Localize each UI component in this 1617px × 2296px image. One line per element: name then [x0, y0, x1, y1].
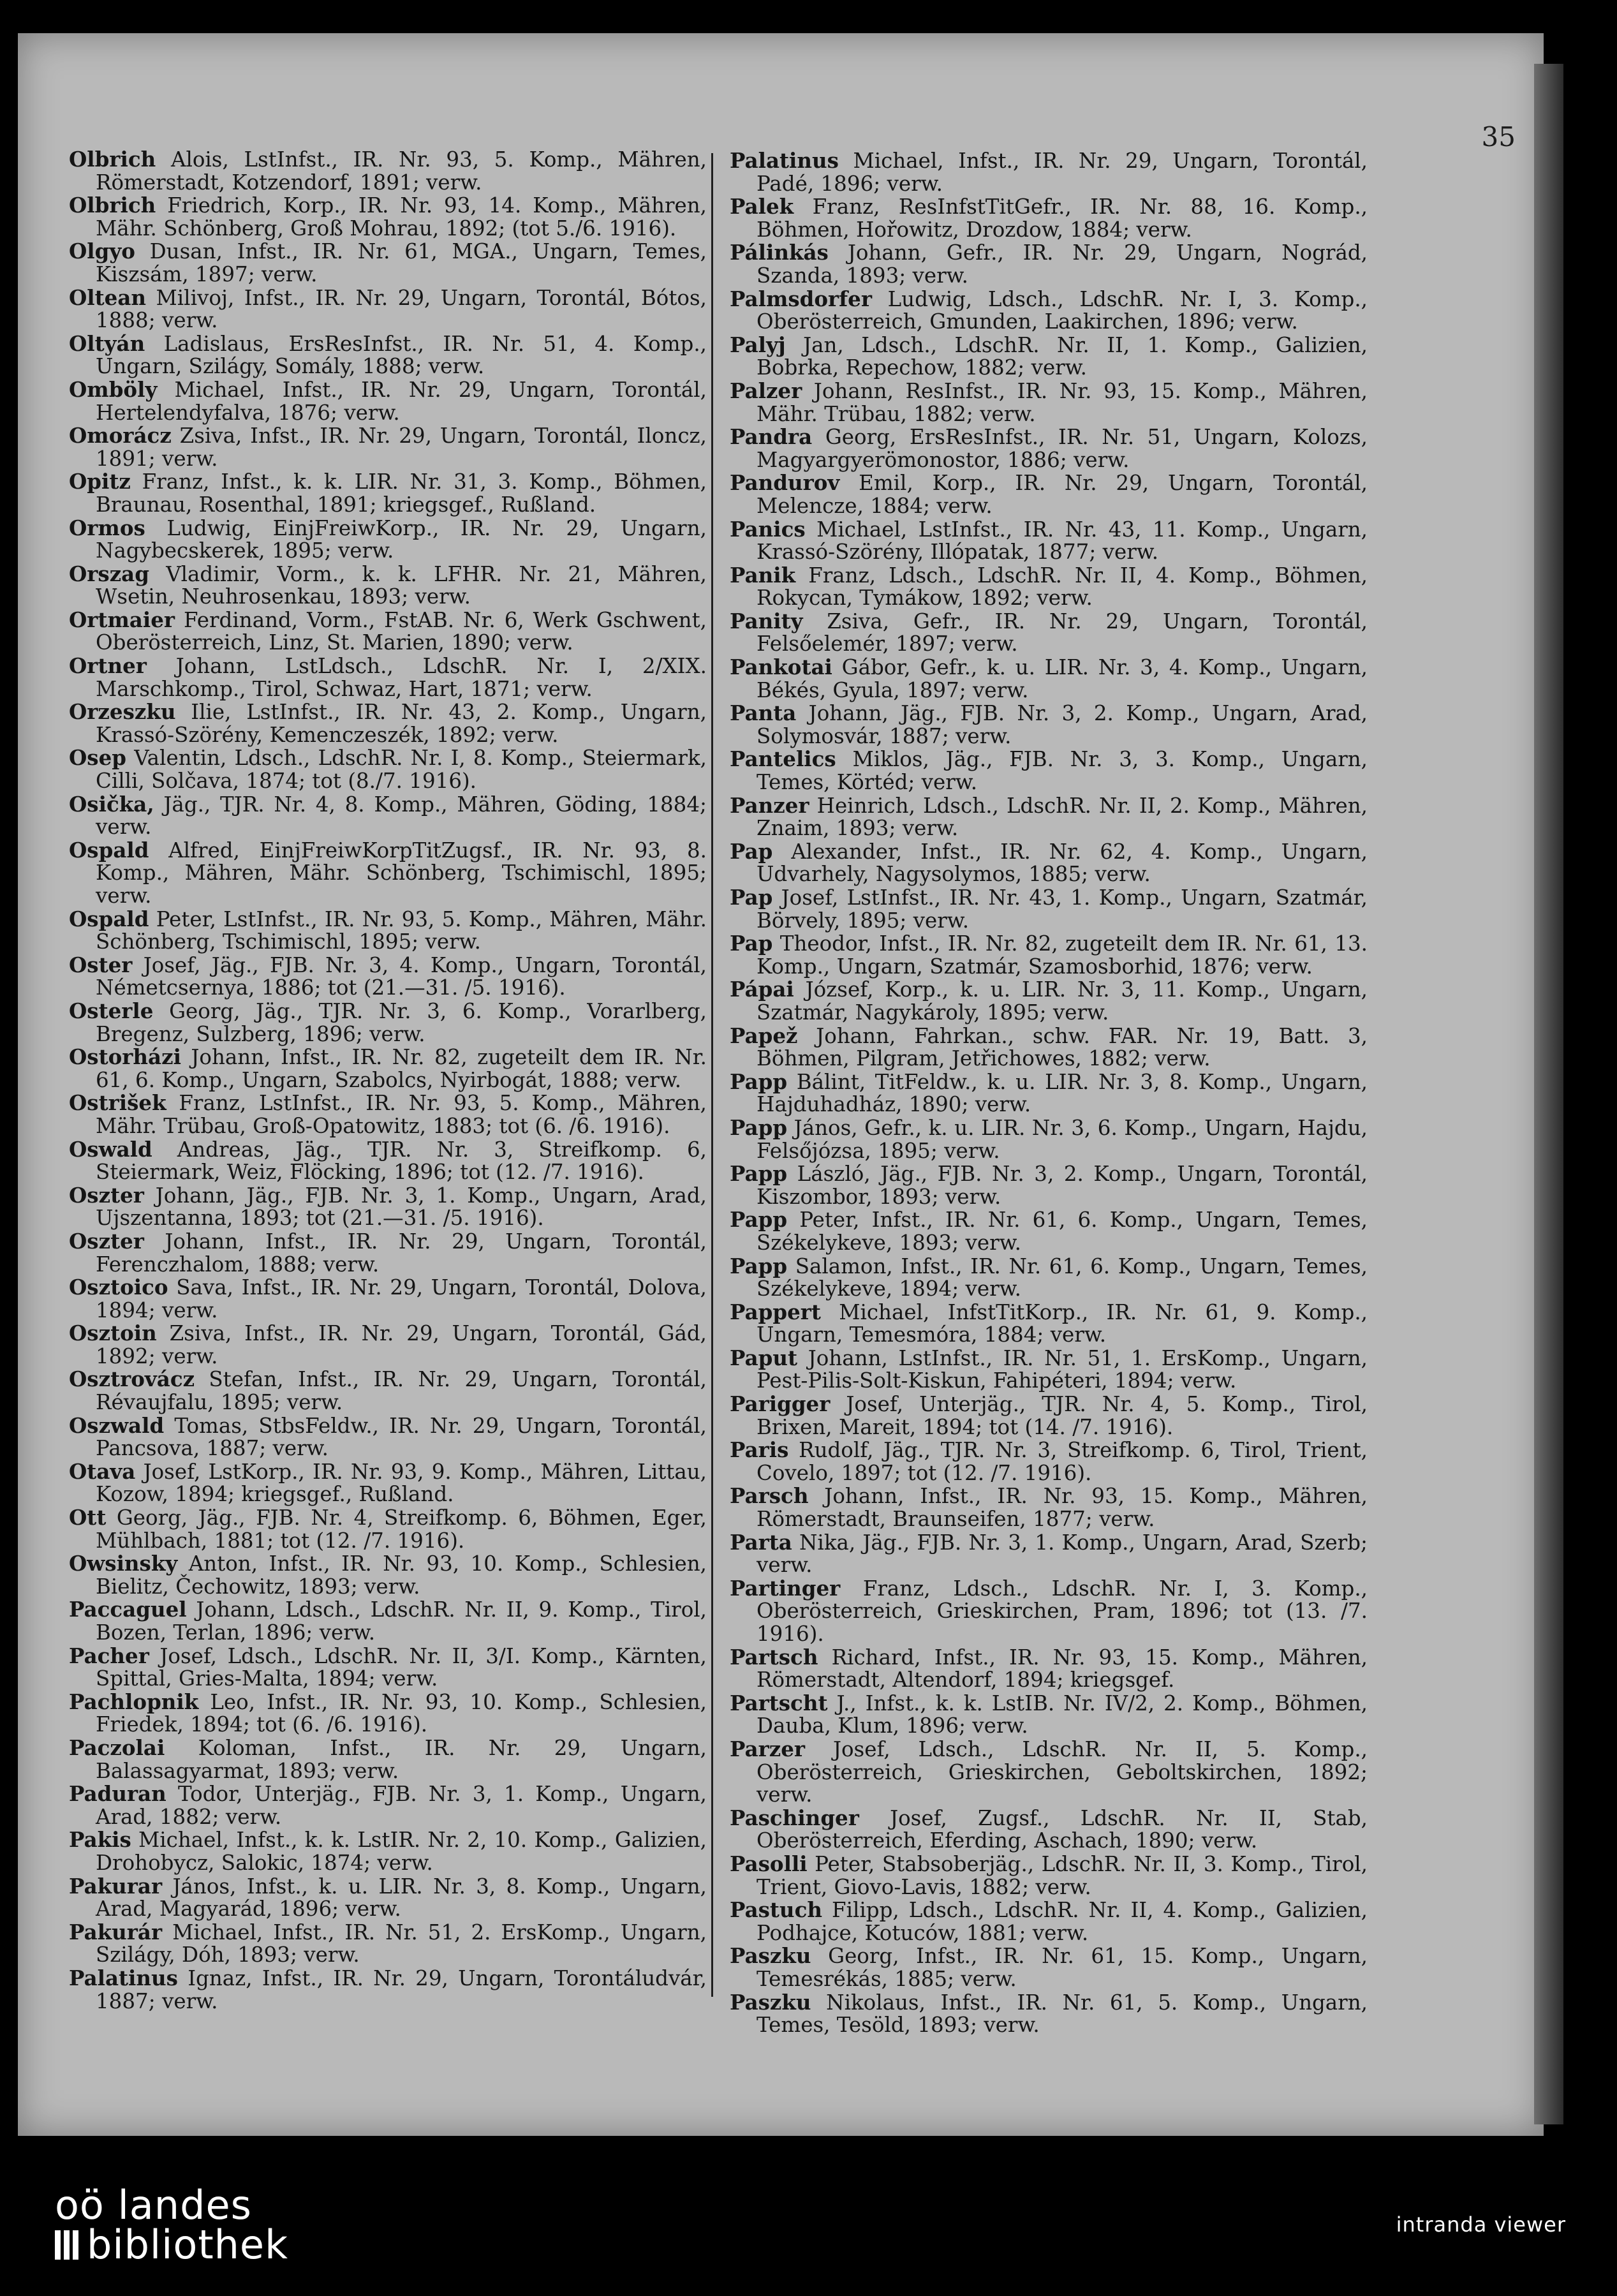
entry-details: Peter, Stabsoberjäg., LdschR. Nr. II, 3. Komp., Tirol, Trient, Giovo-Lavis, 1882; verw. — [757, 1851, 1368, 1899]
list-item — [69, 655, 707, 700]
entry-surname: Osztoin — [69, 1321, 157, 1346]
list-item — [730, 748, 1368, 794]
entry-surname: Pantelics — [730, 746, 836, 772]
entry-details: Friedrich, Korp., IR. Nr. 93, 14. Komp., Mähren, Mähr. Schönberg, Groß Mohrau, 1892; (tot 5./6. 1916). — [96, 193, 707, 241]
entry-surname: Panics — [730, 516, 806, 542]
entry-details: Valentin, Ldsch., LdschR. Nr. I, 8. Komp., Steiermark, Cilli, Solčava, 1874; tot (8./7. 1916). — [96, 746, 707, 794]
list-item — [69, 609, 707, 655]
entry-surname: Pankotai — [730, 655, 832, 680]
entry-details: Franz, ResInfstTitGefr., IR. Nr. 88, 16. Komp., Böhmen, Hořowitz, Drozdow, 1884; verw. — [757, 195, 1368, 242]
entry-surname: Paschinger — [730, 1805, 859, 1830]
entry-details: Tomas, StbsFeldw., IR. Nr. 29, Ungarn, Torontál, Pancsova, 1887; verw. — [96, 1413, 707, 1461]
entry-details: Johann, Infst., IR. Nr. 82, zugeteilt dem IR. Nr. 61, 6. Komp., Ungarn, Szabolcs, Nyirbogát, 1888; verw. — [96, 1045, 707, 1092]
entry-surname: Parzer — [730, 1736, 806, 1761]
entry-surname: Ott — [69, 1505, 107, 1530]
list-item — [69, 1645, 707, 1691]
entry-surname: Panity — [730, 608, 803, 633]
entry-details: Johann, Fahrkan., schw. FAR. Nr. 19, Batt. 3, Böhmen, Pilgram, Jetřichowes, 1882; verw. — [757, 1023, 1368, 1071]
list-item — [69, 1598, 707, 1644]
entry-surname: Palyj — [730, 332, 786, 357]
list-item — [69, 1921, 707, 1967]
list-item — [730, 1807, 1368, 1853]
list-item — [730, 1738, 1368, 1807]
viewer-footer — [0, 2137, 1617, 2296]
entry-details: Zsiva, Gefr., IR. Nr. 29, Ungarn, Torontál, Felsőelemér, 1897; verw. — [757, 609, 1368, 656]
entry-surname: Partscht — [730, 1690, 828, 1715]
entry-details: Josef, Ldsch., LdschR. Nr. II, 3/I. Komp., Kärnten, Spittal, Gries-Malta, 1894; verw. — [96, 1643, 707, 1691]
entry-details: Johann, Jäg., FJB. Nr. 3, 2. Komp., Ungarn, Arad, Solymosvár, 1887; verw. — [757, 701, 1368, 748]
entry-details: Zsiva, Infst., IR. Nr. 29, Ungarn, Torontál, Iloncz, 1891; verw. — [96, 424, 707, 471]
entry-details: Ladislaus, ErsResInfst., IR. Nr. 51, 4. Komp., Ungarn, Szilágy, Somály, 1888; verw. — [96, 331, 707, 379]
entry-surname: Pappert — [730, 1299, 821, 1324]
entry-surname: Papp — [730, 1069, 788, 1094]
entry-surname: Paczolai — [69, 1735, 165, 1760]
list-item — [730, 1439, 1368, 1485]
entry-details: Josef, Zugsf., LdschR. Nr. II, Stab, Oberösterreich, Eferding, Aschach, 1890; verw. — [757, 1805, 1368, 1853]
list-item — [730, 149, 1368, 195]
entry-surname: Paszku — [730, 1943, 811, 1969]
entry-details: Salamon, Infst., IR. Nr. 61, 6. Komp., Ungarn, Temes, Székelykeve, 1894; verw. — [757, 1254, 1368, 1301]
list-item — [69, 1322, 707, 1368]
list-item — [69, 1046, 707, 1092]
entry-surname: Paduran — [69, 1781, 166, 1807]
entry-details: Rudolf, Jäg., TJR. Nr. 3, Streifkomp. 6, Tirol, Trient, Covelo, 1897; tot (12. /7. 1916). — [757, 1438, 1368, 1485]
entry-surname: Olbrich — [69, 147, 156, 172]
entry-details: Franz, LstInfst., IR. Nr. 93, 5. Komp., Mähren, Mähr. Trübau, Groß-Opatowitz, 1883; tot (6. /6. 1916). — [96, 1091, 707, 1138]
list-item — [69, 1092, 707, 1137]
list-item — [730, 471, 1368, 517]
list-item — [730, 1692, 1368, 1738]
list-item — [69, 240, 707, 286]
entry-surname: Pachlopnik — [69, 1689, 199, 1714]
entry-details: Peter, LstInfst., IR. Nr. 93, 5. Komp., Mähren, Mähr. Schönberg, Tschimischl, 1895; verw. — [96, 907, 707, 954]
list-item — [730, 380, 1368, 426]
entry-details: Johann, Jäg., FJB. Nr. 3, 1. Komp., Ungarn, Arad, Ujszentanna, 1893; tot (21.—31. /5. 1916). — [96, 1183, 707, 1231]
entry-details: Michael, Infst., IR. Nr. 51, 2. ErsKomp., Ungarn, Szilágy, Dóh, 1893; verw. — [96, 1920, 707, 1967]
entry-surname: Paput — [730, 1345, 797, 1370]
entry-surname: Palatinus — [730, 148, 839, 173]
entry-details: Gábor, Gefr., k. u. LIR. Nr. 3, 4. Komp., Ungarn, Békés, Gyula, 1897; verw. — [757, 655, 1368, 702]
list-item — [730, 794, 1368, 840]
entry-surname: Pakis — [69, 1827, 131, 1853]
entry-details: Michael, LstInfst., IR. Nr. 43, 11. Komp., Ungarn, Krassó-Szörény, Illópatak, 1877; verw. — [757, 517, 1368, 565]
entry-details: J., Infst., k. k. LstIB. Nr. IV/2, 2. Komp., Böhmen, Dauba, Klum, 1896; verw. — [757, 1691, 1368, 1738]
entry-surname: Palmsdorfer — [730, 286, 872, 311]
entry-surname: Palzer — [730, 378, 802, 403]
entry-details: Michael, InfstTitKorp., IR. Nr. 61, 9. Komp., Ungarn, Temesmóra, 1884; verw. — [757, 1300, 1368, 1347]
entry-details: Miklos, Jäg., FJB. Nr. 3, 3. Komp., Ungarn, Temes, Körtéd; verw. — [757, 747, 1368, 795]
entry-surname: Oszter — [69, 1182, 144, 1208]
list-item — [69, 1184, 707, 1230]
entry-surname: Oltyán — [69, 330, 145, 356]
entry-surname: Orszag — [69, 561, 149, 586]
list-item — [69, 470, 707, 516]
list-item — [69, 194, 707, 240]
list-item — [69, 1691, 707, 1737]
entry-surname: Ospald — [69, 837, 149, 863]
list-item — [730, 1070, 1368, 1116]
entry-surname: Ortner — [69, 653, 147, 679]
entry-details: Georg, ErsResInfst., IR. Nr. 51, Ungarn, Kolozs, Magyargyerömonostor, 1886; verw. — [757, 425, 1368, 472]
entry-surname: Olbrich — [69, 193, 156, 218]
entry-details: János, Gefr., k. u. LIR. Nr. 3, 6. Komp., Ungarn, Hajdu, Felsőjózsa, 1895; verw. — [757, 1115, 1368, 1163]
entry-surname: Ormos — [69, 515, 145, 540]
entry-surname: Partsch — [730, 1644, 818, 1670]
entry-details: Sava, Infst., IR. Nr. 29, Ungarn, Torontál, Dolova, 1894; verw. — [96, 1275, 707, 1322]
entry-surname: Parsch — [730, 1483, 809, 1509]
list-item — [730, 702, 1368, 748]
entry-details: Jan, Ldsch., LdschR. Nr. II, 1. Komp., Galizien, Bobrka, Repechow, 1882; verw. — [757, 332, 1368, 380]
list-item — [730, 1393, 1368, 1439]
list-item — [730, 241, 1368, 287]
entry-surname: Omböly — [69, 376, 158, 402]
entry-surname: Ortmaier — [69, 607, 175, 632]
list-item — [69, 793, 707, 839]
entry-surname: Otava — [69, 1458, 136, 1484]
entry-details: Andreas, Jäg., TJR. Nr. 3, Streifkomp. 6, Steiermark, Weiz, Flöcking, 1896; tot (12. /7. 1916). — [96, 1137, 707, 1185]
entry-details: Richard, Infst., IR. Nr. 93, 15. Komp., Mähren, Römerstadt, Altendorf, 1894; kriegsgef. — [757, 1645, 1368, 1692]
entry-surname: Palek — [730, 194, 794, 219]
list-item — [69, 378, 707, 424]
entry-surname: Pandurov — [730, 470, 840, 496]
list-item — [69, 286, 707, 332]
entry-surname: Pasolli — [730, 1851, 808, 1876]
list-item — [730, 840, 1368, 886]
list-item — [730, 1116, 1368, 1162]
entry-details: Michael, Infst., IR. Nr. 29, Ungarn, Torontál, Padé, 1896; verw. — [757, 149, 1368, 196]
entry-surname: Pakurar — [69, 1873, 163, 1899]
entry-details: Johann, ResInfst., IR. Nr. 93, 15. Komp., Mähren, Mähr. Trübau, 1882; verw. — [757, 378, 1368, 426]
entry-surname: Owsinsky — [69, 1551, 178, 1576]
entry-details: Ferdinand, Vorm., FstAB. Nr. 6, Werk Gschwent, Oberösterreich, Linz, St. Marien, 1890; verw. — [96, 607, 707, 655]
entry-details: Georg, Jäg., FJB. Nr. 4, Streifkomp. 6, Böhmen, Eger, Mühlbach, 1881; tot (12. /7. 1916). — [96, 1506, 707, 1553]
left-column — [69, 148, 707, 2013]
entry-details: Filipp, Ldsch., LdschR. Nr. II, 4. Komp., Galizien, Podhajce, Kotuców, 1881; verw. — [757, 1898, 1368, 1945]
entry-details: Michael, Infst., IR. Nr. 29, Ungarn, Torontál, Hertelendyfalva, 1876; verw. — [96, 377, 707, 425]
entry-details: Stefan, Infst., IR. Nr. 29, Ungarn, Torontál, Révaujfalu, 1895; verw. — [96, 1367, 707, 1415]
entry-details: Leo, Infst., IR. Nr. 93, 10. Komp., Schlesien, Friedek, 1894; tot (6. /6. 1916). — [96, 1689, 707, 1737]
entry-details: Franz, Ldsch., LdschR. Nr. I, 3. Komp., Oberösterreich, Grieskirchen, Pram, 1896; tot (13. /7. 1916). — [757, 1576, 1368, 1646]
list-item — [69, 1828, 707, 1874]
list-item — [69, 1506, 707, 1552]
list-item — [730, 1301, 1368, 1347]
list-item — [730, 195, 1368, 241]
list-item — [730, 886, 1368, 932]
list-item — [730, 656, 1368, 702]
entry-surname: Parigger — [730, 1391, 831, 1417]
entry-surname: Papež — [730, 1023, 798, 1048]
list-item — [69, 1276, 707, 1322]
right-column — [730, 149, 1368, 2037]
entry-details: Johann, Infst., IR. Nr. 93, 15. Komp., Mähren, Römerstadt, Braunseifen, 1877; verw. — [757, 1484, 1368, 1532]
entry-surname: Pap — [730, 885, 773, 910]
entry-details: Dusan, Infst., IR. Nr. 61, MGA., Ungarn, Temes, Kiszsám, 1897; verw. — [96, 239, 707, 286]
entry-surname: Pápai — [730, 977, 794, 1002]
list-item — [730, 1646, 1368, 1692]
list-item — [730, 1991, 1368, 2037]
list-item — [730, 564, 1368, 610]
entry-surname: Osep — [69, 745, 127, 771]
entry-details: Peter, Infst., IR. Nr. 61, 6. Komp., Ungarn, Temes, Székelykeve, 1893; verw. — [757, 1208, 1368, 1255]
list-item — [69, 1782, 707, 1828]
list-item — [730, 1944, 1368, 1990]
entry-surname: Pálinkás — [730, 240, 829, 265]
entry-surname: Oszwald — [69, 1412, 165, 1438]
entry-surname: Osterle — [69, 998, 154, 1023]
entry-details: Johann, LstLdsch., LdschR. Nr. I, 2/XIX. Marschkomp., Tirol, Schwaz, Hart, 1871; verw. — [96, 654, 707, 701]
list-item — [730, 1025, 1368, 1070]
entry-details: Johann, Gefr., IR. Nr. 29, Ungarn, Nográd, Szanda, 1893; verw. — [757, 241, 1368, 288]
list-item — [69, 424, 707, 470]
entry-details: Michael, Infst., k. k. LstIR. Nr. 2, 10. Komp., Galizien, Drohobycz, Salokic, 1874; verw. — [96, 1828, 707, 1875]
entry-surname: Partinger — [730, 1575, 841, 1601]
entry-details: Alfred, EinjFreiwKorpTitZugsf., IR. Nr. 93, 8. Komp., Mähren, Mähr. Schönberg, Tschimischl, 1895; verw. — [96, 838, 707, 908]
entry-details: Johann, Ldsch., LdschR. Nr. II, 9. Komp., Tirol, Bozen, Terlan, 1896; verw. — [96, 1597, 707, 1645]
entry-surname: Pakurár — [69, 1919, 163, 1944]
list-item — [730, 1899, 1368, 1944]
entry-surname: Pacher — [69, 1643, 149, 1668]
entry-details: Georg, Infst., IR. Nr. 61, 15. Komp., Ungarn, Temesrékás, 1885; verw. — [757, 1944, 1368, 1991]
entry-details: Heinrich, Ldsch., LdschR. Nr. II, 2. Komp., Mähren, Znaim, 1893; verw. — [757, 793, 1368, 841]
entry-surname: Panta — [730, 700, 797, 726]
entry-surname: Oswald — [69, 1136, 152, 1162]
entry-details: Vladimir, Vorm., k. k. LFHR. Nr. 21, Mähren, Wsetin, Neuhrosenkau, 1893; verw. — [96, 561, 707, 609]
list-item — [69, 1368, 707, 1414]
entry-surname: Pastuch — [730, 1897, 822, 1923]
entry-surname: Orzeszku — [69, 699, 176, 725]
entry-details: Bálint, TitFeldw., k. u. LIR. Nr. 3, 8. Komp., Ungarn, Hajduhadház, 1890; verw. — [757, 1069, 1368, 1117]
list-item — [69, 1967, 707, 2013]
entry-surname: Omorácz — [69, 423, 172, 448]
entry-surname: Panzer — [730, 792, 809, 818]
list-item — [730, 610, 1368, 656]
library-logo[interactable] — [55, 2182, 288, 2268]
list-item — [69, 1138, 707, 1184]
entry-surname: Pap — [730, 931, 773, 956]
list-item — [730, 1162, 1368, 1208]
list-item — [730, 1531, 1368, 1577]
entry-details: Theodor, Infst., IR. Nr. 82, zugeteilt dem IR. Nr. 61, 13. Komp., Ungarn, Szatmár, Szamosborhid, 1876; verw. — [757, 931, 1368, 979]
entry-surname: Pandra — [730, 424, 813, 450]
list-item — [730, 932, 1368, 978]
entry-details: Milivoj, Infst., IR. Nr. 29, Ungarn, Torontál, Bótos, 1888; verw. — [96, 285, 707, 333]
entry-surname: Ostrišek — [69, 1090, 166, 1116]
entry-details: Ludwig, Ldsch., LdschR. Nr. I, 3. Komp., Oberösterreich, Gmunden, Laakirchen, 1896; verw. — [757, 286, 1368, 334]
list-item — [69, 148, 707, 194]
entry-details: Emil, Korp., IR. Nr. 29, Ungarn, Torontál, Melencze, 1884; verw. — [757, 471, 1368, 518]
list-item — [730, 1208, 1368, 1254]
entry-details: Josef, Jäg., FJB. Nr. 3, 4. Komp., Ungarn, Torontál, Németcsernya, 1886; tot (21.—31. /5. 1916). — [96, 952, 707, 1000]
list-item — [69, 1875, 707, 1921]
list-item — [69, 1552, 707, 1598]
entry-details: Koloman, Infst., IR. Nr. 29, Ungarn, Balassagyarmat, 1893; verw. — [96, 1735, 707, 1783]
entry-surname: Paris — [730, 1437, 789, 1463]
logo-bars-icon — [55, 2225, 82, 2265]
entry-details: László, Jäg., FJB. Nr. 3, 2. Komp., Ungarn, Torontál, Kiszombor, 1893; verw. — [757, 1162, 1368, 1209]
entry-surname: Osztrovácz — [69, 1366, 195, 1392]
column-divider — [711, 153, 713, 1997]
viewer-label: intranda viewer — [1396, 2212, 1566, 2237]
entry-details: Franz, Ldsch., LdschR. Nr. II, 4. Komp., Böhmen, Rokycan, Tymákow, 1892; verw. — [757, 563, 1368, 611]
entry-surname: Osztoico — [69, 1275, 168, 1300]
page-number: 35 — [1481, 121, 1516, 152]
entry-surname: Oltean — [69, 285, 147, 310]
list-item — [69, 839, 707, 908]
entry-details: Ignaz, Infst., IR. Nr. 29, Ungarn, Torontáludvár, 1887; verw. — [96, 1966, 707, 2013]
entry-details: József, Korp., k. u. LIR. Nr. 3, 11. Komp., Ungarn, Szatmár, Nagykároly, 1895; verw. — [757, 977, 1368, 1025]
list-item — [69, 1000, 707, 1046]
entry-details: Alexander, Infst., IR. Nr. 62, 4. Komp., Ungarn, Udvarhely, Nagysolymos, 1885; verw. — [757, 839, 1368, 887]
entry-surname: Opitz — [69, 469, 131, 494]
list-item — [730, 426, 1368, 471]
list-item — [730, 978, 1368, 1024]
entry-surname: Papp — [730, 1115, 788, 1140]
entry-details: Ludwig, EinjFreiwKorp., IR. Nr. 29, Ungarn, Nagybecskerek, 1895; verw. — [96, 515, 707, 563]
list-item — [69, 700, 707, 746]
entry-surname: Osička, — [69, 791, 154, 817]
list-item — [730, 1485, 1368, 1530]
list-item — [730, 334, 1368, 380]
entry-surname: Ostorházi — [69, 1044, 181, 1070]
entry-details: János, Infst., k. u. LIR. Nr. 3, 8. Komp., Ungarn, Arad, Magyarád, 1896; verw. — [96, 1874, 707, 1922]
entry-surname: Pap — [730, 838, 773, 864]
list-item — [69, 908, 707, 954]
entry-details: Todor, Unterjäg., FJB. Nr. 3, 1. Komp., Ungarn, Arad, 1882; verw. — [96, 1782, 707, 1829]
entry-details: Nika, Jäg., FJB. Nr. 3, 1. Komp., Ungarn, Arad, Szerb; verw. — [757, 1530, 1368, 1578]
entry-details: Franz, Infst., k. k. LIR. Nr. 31, 3. Komp., Böhmen, Braunau, Rosenthal, 1891; kriegsgef., Rußland. — [96, 470, 707, 517]
entry-details: Josef, LstKorp., IR. Nr. 93, 9. Komp., Mähren, Littau, Kozow, 1894; kriegsgef., Rußland. — [96, 1459, 707, 1507]
entry-details: Anton, Infst., IR. Nr. 93, 10. Komp., Schlesien, Bielitz, Čechowitz, 1893; verw. — [96, 1552, 707, 1599]
entry-details: Josef, Ldsch., LdschR. Nr. II, 5. Komp., Oberösterreich, Grieskirchen, Geboltskirchen, 1892; verw. — [757, 1737, 1368, 1807]
entry-details: Johann, LstInfst., IR. Nr. 51, 1. ErsKomp., Ungarn, Pest-Pilis-Solt-Kiskun, Fahipéteri, 1894; verw. — [757, 1345, 1368, 1393]
entry-surname: Paszku — [730, 1989, 811, 2015]
entry-details: Nikolaus, Infst., IR. Nr. 61, 5. Komp., Ungarn, Temes, Tesöld, 1893; verw. — [757, 1990, 1368, 2038]
list-item — [730, 518, 1368, 564]
list-item — [69, 954, 707, 1000]
entry-details: Josef, LstInfst., IR. Nr. 43, 1. Komp., Ungarn, Szatmár, Börvely, 1895; verw. — [757, 885, 1368, 933]
page-edge — [1534, 64, 1563, 2124]
entry-details: Georg, Jäg., TJR. Nr. 3, 6. Komp., Vorarlberg, Bregenz, Sulzberg, 1896; verw. — [96, 998, 707, 1046]
entry-details: Jäg., TJR. Nr. 4, 8. Komp., Mähren, Göding, 1884; verw. — [96, 792, 707, 840]
entry-details: Johann, Infst., IR. Nr. 29, Ungarn, Torontál, Ferenczhalom, 1888; verw. — [96, 1229, 707, 1277]
entry-surname: Parta — [730, 1529, 792, 1555]
entry-details: Alois, LstInfst., IR. Nr. 93, 5. Komp., Mähren, Römerstadt, Kotzendorf, 1891; verw. — [96, 147, 707, 195]
entry-surname: Olgyo — [69, 239, 135, 264]
entry-surname: Panik — [730, 562, 796, 588]
list-item — [69, 563, 707, 609]
list-item — [730, 1853, 1368, 1899]
entry-details: Zsiva, Infst., IR. Nr. 29, Ungarn, Torontál, Gád, 1892; verw. — [96, 1321, 707, 1368]
entry-surname: Papp — [730, 1253, 788, 1278]
logo-line-1: oö landes — [55, 2182, 252, 2228]
list-item — [730, 288, 1368, 334]
list-item — [69, 332, 707, 378]
list-item — [69, 1414, 707, 1460]
list-item — [69, 1230, 707, 1276]
entry-details: Ilie, LstInfst., IR. Nr. 43, 2. Komp., Ungarn, Krassó-Szörény, Kemenczeszék, 1892; verw. — [96, 700, 707, 747]
list-item — [730, 1347, 1368, 1393]
logo-line-2: bibliothek — [87, 2221, 288, 2268]
list-item — [69, 1460, 707, 1506]
entry-details: Josef, Unterjäg., TJR. Nr. 4, 5. Komp., Tirol, Brixen, Mareit, 1894; tot (14. /7. 1916). — [757, 1392, 1368, 1439]
list-item — [69, 517, 707, 563]
entry-surname: Ospald — [69, 906, 149, 931]
entry-surname: Paccaguel — [69, 1597, 187, 1622]
list-item — [730, 1255, 1368, 1301]
entry-surname: Oszter — [69, 1228, 144, 1254]
entry-surname: Papp — [730, 1207, 788, 1233]
list-item — [69, 746, 707, 792]
entry-surname: Oster — [69, 952, 133, 977]
entry-surname: Papp — [730, 1161, 788, 1187]
list-item — [69, 1737, 707, 1782]
entry-surname: Palatinus — [69, 1965, 178, 1990]
list-item — [730, 1577, 1368, 1646]
